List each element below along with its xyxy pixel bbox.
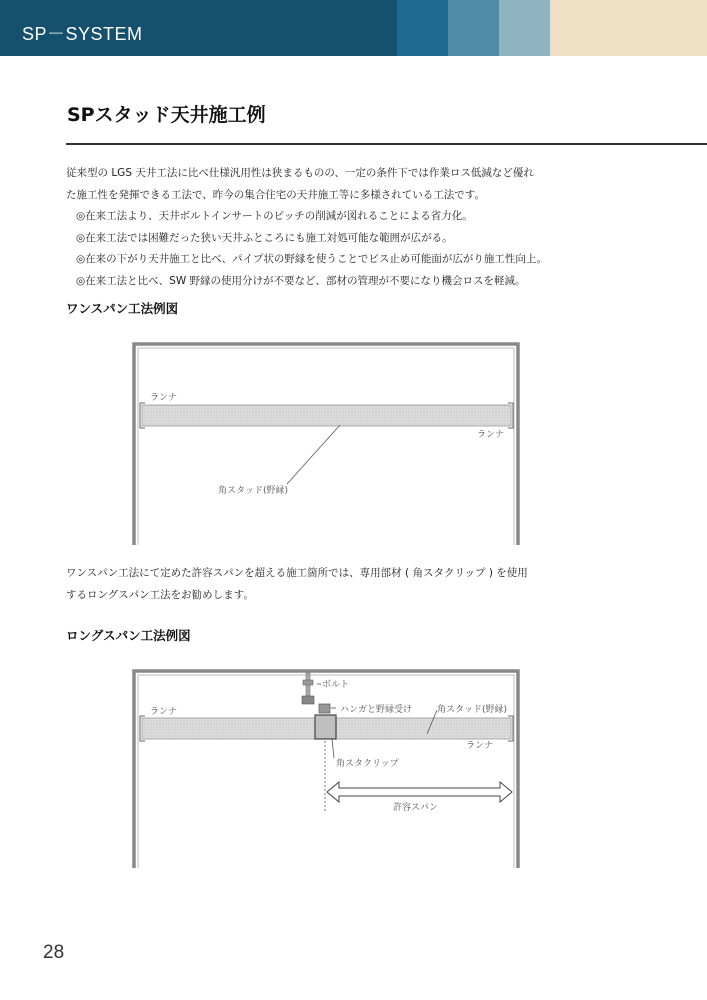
clip-leader (332, 739, 334, 758)
intro-line: た施工性を発揮できる工法で、昨今の集合住宅の天井施工等に多様されている工法です。 (66, 188, 485, 201)
hanger-label: ハンガと野縁受け (340, 705, 413, 715)
runner-label-right: ランナ (466, 741, 494, 751)
one-span-stud-bar (142, 405, 511, 426)
runner-label-left: ランナ (150, 393, 178, 403)
stud-leader-line (287, 425, 340, 484)
span-label: 許容スパン (393, 803, 439, 813)
intro-bullet: ◎在来工法と比べ、SW 野縁の使用分けが不要など、部材の管理が不要になり機会ロスを軽減。 (76, 274, 526, 287)
one-span-title: ワンスパン工法例図 (66, 301, 179, 316)
intro-bullet: ◎在来の下がり天井施工と比べ、パイプ状の野縁を使うことでビス止め可能面が広がり施工性向上。 (76, 253, 547, 265)
bolt-nut (303, 680, 313, 685)
hanger-block (319, 704, 330, 713)
page-number: 28 (43, 942, 65, 963)
one-span-frame-inner (138, 348, 514, 545)
page-title: SPスタッド天井施工例 (67, 104, 266, 126)
clip-label: 角スタクリップ (336, 759, 399, 769)
span-arrow (327, 782, 512, 802)
bolt-label: ボルト (322, 680, 350, 690)
one-span-diagram (134, 344, 518, 545)
one-span-frame-outer (134, 344, 518, 545)
intro-bullet: ◎在来工法では困難だった狭い天井ふところにも施工対処可能な範囲が広がる。 (76, 231, 453, 244)
paragraph-line: するロングスパン工法をお勧めします。 (66, 589, 254, 601)
runner-label-right: ランナ (477, 430, 505, 440)
intro-line: 従来型の LGS 天井工法に比べ仕様汎用性は狭まるものの、一定の条件下では作業ロス低減など優れ (66, 167, 534, 179)
bolt-base (302, 696, 314, 704)
intro-bullet: ◎在来工法より、天井ボルトインサートのピッチの削減が図れることによる省力化。 (76, 210, 473, 222)
stud-clip (315, 715, 336, 739)
long-span-title: ロングスパン工法例図 (66, 628, 191, 643)
brand-title: SP－SYSTEM (22, 24, 143, 44)
stud-label: 角スタッド(野縁) (437, 705, 508, 715)
paragraph-line: ワンスパン工法にて定めた許容スパンを超える施工箇所では、専用部材 ( 角スタクリップ ) を使用 (66, 567, 528, 579)
stud-label: 角スタッド(野縁) (218, 486, 289, 496)
runner-label-left: ランナ (150, 707, 178, 717)
long-span-frame-outer (134, 671, 518, 868)
long-span-diagram (134, 671, 518, 868)
